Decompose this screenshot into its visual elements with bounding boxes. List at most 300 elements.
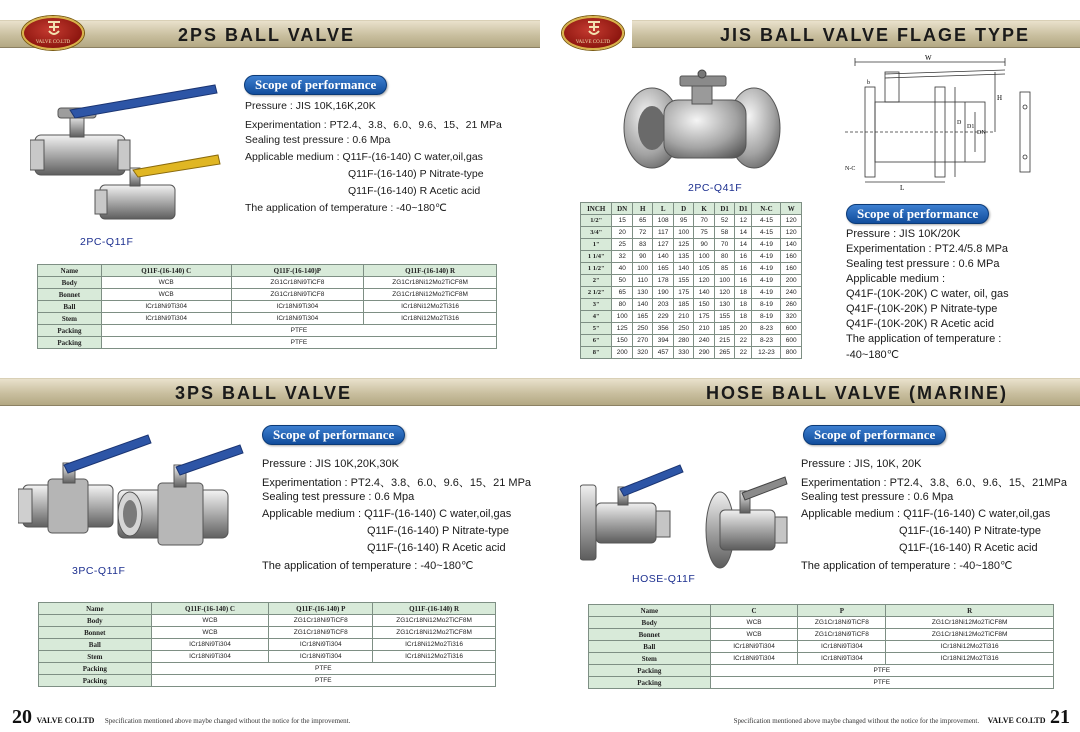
cell: 16 bbox=[735, 263, 752, 275]
cell: 80 bbox=[714, 251, 734, 263]
table-row bbox=[38, 325, 497, 337]
cell: 155 bbox=[714, 311, 734, 323]
spec-medium-r: Q11F-(16-140) R Acetic acid bbox=[348, 185, 481, 197]
table-row bbox=[39, 663, 496, 675]
table-row bbox=[38, 289, 497, 301]
spec-temperature: The application of temperature : -40~180℃ bbox=[262, 560, 474, 572]
logo-text: VALVE CO.LTD bbox=[575, 40, 611, 45]
page-footer bbox=[734, 706, 1070, 729]
spec-temperature-range: -40~180℃ bbox=[846, 349, 900, 361]
spec-list-jis bbox=[846, 228, 1076, 368]
cell: 265 bbox=[714, 347, 734, 359]
cell: 130 bbox=[714, 299, 734, 311]
cell: ZG1Cr18Ni9TiCF8 bbox=[231, 289, 364, 301]
cell: 4-19 bbox=[752, 263, 781, 275]
spec-sealing: Sealing test pressure : 0.6 Mpa bbox=[801, 491, 954, 503]
cell: 22 bbox=[735, 335, 752, 347]
cell: 90 bbox=[632, 251, 652, 263]
page-footer bbox=[12, 706, 350, 729]
row-label: Packing bbox=[38, 337, 102, 349]
cell: 290 bbox=[694, 347, 714, 359]
cell: 20 bbox=[735, 323, 752, 335]
cell: ZG1Cr18Ni12Mo2TiCF8M bbox=[886, 617, 1054, 629]
table-row bbox=[38, 301, 497, 313]
spec-experimentation: Experimentation : PT2.4、3.8、6.0、9.6、15、21MPa bbox=[801, 477, 1067, 489]
product-caption: HOSE-Q11F bbox=[632, 573, 696, 585]
company-logo bbox=[562, 16, 624, 50]
cell: 20 bbox=[612, 227, 632, 239]
cell: 100 bbox=[673, 227, 693, 239]
cell: ICr18Ni9Ti304 bbox=[151, 651, 269, 663]
cell: 175 bbox=[673, 287, 693, 299]
cell: 8-19 bbox=[752, 311, 781, 323]
table-row bbox=[581, 347, 802, 359]
cell: 200 bbox=[781, 275, 802, 287]
dimension-drawing bbox=[845, 52, 1075, 192]
cell: 229 bbox=[653, 311, 673, 323]
cell: 125 bbox=[612, 323, 632, 335]
spec-medium-r: Q11F-(16-140) R Acetic acid bbox=[899, 542, 1038, 554]
cell: 280 bbox=[673, 335, 693, 347]
table-header-row bbox=[581, 203, 802, 215]
cell: 50 bbox=[612, 275, 632, 287]
cell: ZG1Cr18Ni12Mo2TiCF8M bbox=[373, 627, 496, 639]
cell: ICr18Ni9Ti304 bbox=[231, 301, 364, 313]
footer-note: Specification mentioned above maybe changed without the notice for the improvement. bbox=[733, 717, 980, 725]
spec-pressure: Pressure : JIS, 10K, 20K bbox=[801, 458, 922, 470]
table-row bbox=[581, 263, 802, 275]
cell: 320 bbox=[632, 347, 652, 359]
table-row bbox=[589, 665, 1054, 677]
cell: 14 bbox=[735, 239, 752, 251]
section-title: JIS BALL VALVE FLAGE TYPE bbox=[720, 25, 1031, 45]
cell: 330 bbox=[673, 347, 693, 359]
cell: 120 bbox=[714, 287, 734, 299]
cell: 4-15 bbox=[752, 227, 781, 239]
footer-company: VALVE CO.LTD bbox=[987, 716, 1046, 725]
cell: 150 bbox=[694, 299, 714, 311]
col-header: D1 bbox=[714, 203, 734, 215]
material-table-2ps bbox=[37, 264, 497, 349]
cell: 160 bbox=[781, 263, 802, 275]
cell: PTFE bbox=[101, 337, 496, 349]
cell: ICr18Ni9Ti304 bbox=[151, 639, 269, 651]
cell: 210 bbox=[694, 323, 714, 335]
spec-medium-p: Q41F-(10K-20K) P Nitrate-type bbox=[846, 303, 998, 315]
table-row bbox=[581, 311, 802, 323]
cell: 185 bbox=[714, 323, 734, 335]
col-header: H bbox=[632, 203, 652, 215]
table-row bbox=[38, 313, 497, 325]
cell: 215 bbox=[714, 335, 734, 347]
material-table-3ps bbox=[38, 602, 496, 687]
cell: 12 bbox=[735, 215, 752, 227]
table-header-row bbox=[38, 265, 497, 277]
spec-list-3ps bbox=[262, 458, 540, 578]
row-label: 2" bbox=[581, 275, 612, 287]
cell: 110 bbox=[632, 275, 652, 287]
cell: 125 bbox=[673, 239, 693, 251]
cell: 320 bbox=[781, 311, 802, 323]
spec-medium: Applicable medium : Q11F-(16-140) C water,oil,gas bbox=[245, 151, 483, 163]
cell: 65 bbox=[632, 215, 652, 227]
cell: ICr18Ni9Ti304 bbox=[798, 653, 886, 665]
cell: WCB bbox=[101, 289, 231, 301]
row-label: Bonnet bbox=[39, 627, 152, 639]
cell: WCB bbox=[710, 617, 798, 629]
cell: 140 bbox=[673, 263, 693, 275]
logo-text: VALVE CO.LTD bbox=[35, 40, 71, 45]
row-label: 8" bbox=[581, 347, 612, 359]
cell: ZG1Cr18Ni12Mo2TiCF8M bbox=[364, 277, 497, 289]
scope-of-performance-badge: Scope of performance bbox=[262, 425, 405, 445]
col-header: Q11F-(16-140) C bbox=[101, 265, 231, 277]
cell: 120 bbox=[781, 215, 802, 227]
cell: 18 bbox=[735, 311, 752, 323]
cell: 8-23 bbox=[752, 323, 781, 335]
cell: 800 bbox=[781, 347, 802, 359]
cell: 140 bbox=[653, 251, 673, 263]
col-header: W bbox=[781, 203, 802, 215]
spec-sealing: Sealing test pressure : 0.6 Mpa bbox=[262, 491, 415, 503]
cell: 75 bbox=[694, 227, 714, 239]
cell: ICr18Ni9Ti304 bbox=[269, 639, 373, 651]
row-label: Bonnet bbox=[589, 629, 711, 641]
row-label: Bonnet bbox=[38, 289, 102, 301]
row-label: Stem bbox=[39, 651, 152, 663]
cell: 58 bbox=[714, 227, 734, 239]
cell: 210 bbox=[673, 311, 693, 323]
row-label: 5" bbox=[581, 323, 612, 335]
table-row bbox=[581, 251, 802, 263]
cell: 240 bbox=[694, 335, 714, 347]
logo-mark-icon bbox=[586, 20, 602, 38]
drawing-label-d: D bbox=[957, 120, 962, 126]
cell: ICr18Ni12Mo2Ti316 bbox=[886, 653, 1054, 665]
row-label: 1/2" bbox=[581, 215, 612, 227]
cell: 130 bbox=[632, 287, 652, 299]
drawing-label-b: b bbox=[867, 80, 870, 86]
table-row bbox=[39, 639, 496, 651]
cell: 18 bbox=[735, 287, 752, 299]
cell: 52 bbox=[714, 215, 734, 227]
spec-medium: Applicable medium : Q11F-(16-140) C water,oil,gas bbox=[801, 508, 1051, 520]
banner-3ps bbox=[0, 378, 540, 406]
row-label: Ball bbox=[589, 641, 711, 653]
right-page bbox=[540, 0, 1080, 732]
spec-sealing: Sealing test pressure : 0.6 MPa bbox=[846, 258, 1000, 270]
cell: 80 bbox=[612, 299, 632, 311]
cell: ICr18Ni12Mo2Ti316 bbox=[373, 651, 496, 663]
spec-medium: Applicable medium : Q11F-(16-140) C water,oil,gas bbox=[262, 508, 512, 520]
cell: 70 bbox=[694, 215, 714, 227]
cell: 105 bbox=[694, 263, 714, 275]
cell: 600 bbox=[781, 323, 802, 335]
cell: 155 bbox=[673, 275, 693, 287]
table-row bbox=[39, 615, 496, 627]
cell: 394 bbox=[653, 335, 673, 347]
row-label: Packing bbox=[39, 663, 152, 675]
spec-experimentation: Experimentation : PT2.4、3.8、6.0、9.6、15、21 MPa bbox=[245, 119, 502, 131]
cell: ZG1Cr18Ni12Mo2TiCF8M bbox=[364, 289, 497, 301]
page-number: 21 bbox=[1050, 706, 1070, 728]
col-header: DN bbox=[612, 203, 632, 215]
cell: PTFE bbox=[710, 677, 1053, 689]
cell: 8-19 bbox=[752, 299, 781, 311]
cell: 4-19 bbox=[752, 275, 781, 287]
scope-of-performance-badge: Scope of performance bbox=[244, 75, 387, 95]
row-label: Ball bbox=[38, 301, 102, 313]
cell: PTFE bbox=[101, 325, 496, 337]
cell: ICr18Ni9Ti304 bbox=[101, 301, 231, 313]
row-label: 6" bbox=[581, 335, 612, 347]
drawing-label-d1: D1 bbox=[967, 124, 975, 130]
cell: 18 bbox=[735, 299, 752, 311]
row-label: 4" bbox=[581, 311, 612, 323]
cell: 175 bbox=[694, 311, 714, 323]
row-label: Stem bbox=[589, 653, 711, 665]
product-caption: 2PC-Q11F bbox=[80, 236, 134, 248]
table-row bbox=[581, 335, 802, 347]
cell: ZG1Cr18Ni9TiCF8 bbox=[231, 277, 364, 289]
cell: PTFE bbox=[151, 663, 495, 675]
section-title: 2PS BALL VALVE bbox=[178, 25, 356, 45]
cell: 90 bbox=[694, 239, 714, 251]
cell: ICr18Ni12Mo2Ti316 bbox=[373, 639, 496, 651]
cell: 240 bbox=[781, 287, 802, 299]
row-label: 2 1/2" bbox=[581, 287, 612, 299]
cell: 100 bbox=[714, 275, 734, 287]
drawing-label-l: L bbox=[900, 184, 905, 192]
table-row bbox=[581, 239, 802, 251]
table-row bbox=[581, 299, 802, 311]
product-caption: 3PC-Q11F bbox=[72, 565, 126, 577]
cell: 40 bbox=[612, 263, 632, 275]
cell: 185 bbox=[673, 299, 693, 311]
cell: 70 bbox=[714, 239, 734, 251]
spec-pressure: Pressure : JIS 10K,16K,20K bbox=[245, 100, 376, 112]
company-logo bbox=[22, 16, 84, 50]
cell: ICr18Ni12Mo2Ti316 bbox=[886, 641, 1054, 653]
cell: 16 bbox=[735, 275, 752, 287]
page-number: 20 bbox=[12, 706, 32, 728]
product-caption: 2PC-Q41F bbox=[688, 182, 743, 194]
cell: 457 bbox=[653, 347, 673, 359]
cell: 100 bbox=[632, 263, 652, 275]
spec-medium-r: Q41F-(10K-20K) R Acetic acid bbox=[846, 318, 994, 330]
cell: 100 bbox=[694, 251, 714, 263]
row-label: 3" bbox=[581, 299, 612, 311]
section-title: HOSE BALL VALVE (MARINE) bbox=[706, 383, 1009, 403]
cell: ZG1Cr18Ni9TiCF8 bbox=[269, 627, 373, 639]
cell: ICr18Ni12Mo2Ti316 bbox=[364, 301, 497, 313]
cell: ICr18Ni9Ti304 bbox=[710, 653, 798, 665]
cell: 270 bbox=[632, 335, 652, 347]
cell: PTFE bbox=[151, 675, 495, 687]
spec-medium-p: Q11F-(16-140) P Nitrate-type bbox=[899, 525, 1042, 537]
cell: 4-19 bbox=[752, 251, 781, 263]
dimension-table bbox=[580, 202, 802, 359]
cell: 250 bbox=[632, 323, 652, 335]
cell: 140 bbox=[781, 239, 802, 251]
cell: 356 bbox=[653, 323, 673, 335]
col-header: P bbox=[798, 605, 886, 617]
row-label: Body bbox=[38, 277, 102, 289]
2pc-q41f-valve-image bbox=[622, 66, 782, 176]
table-row bbox=[38, 337, 497, 349]
scope-of-performance-badge: Scope of performance bbox=[846, 204, 989, 224]
cell: 140 bbox=[694, 287, 714, 299]
cell: PTFE bbox=[710, 665, 1053, 677]
table-row bbox=[589, 677, 1054, 689]
cell: 22 bbox=[735, 347, 752, 359]
row-label: Body bbox=[39, 615, 152, 627]
col-header: D1 bbox=[735, 203, 752, 215]
cell: 600 bbox=[781, 335, 802, 347]
spec-list-2ps bbox=[245, 100, 535, 220]
spec-temperature: The application of temperature : -40~180℃ bbox=[801, 560, 1013, 572]
cell: 127 bbox=[653, 239, 673, 251]
col-header: C bbox=[710, 605, 798, 617]
banner-hose bbox=[540, 378, 1080, 406]
row-label: Packing bbox=[589, 677, 711, 689]
table-header-row bbox=[589, 605, 1054, 617]
cell: ICr18Ni9Ti304 bbox=[101, 313, 231, 325]
cell: 250 bbox=[673, 323, 693, 335]
cell: 83 bbox=[632, 239, 652, 251]
table-row bbox=[581, 227, 802, 239]
row-label: 3/4" bbox=[581, 227, 612, 239]
footer-note: Specification mentioned above maybe changed without the notice for the improvement. bbox=[104, 717, 351, 725]
spec-medium-p: Q11F-(16-140) P Nitrate-type bbox=[367, 525, 510, 537]
cell: ZG1Cr18Ni12Mo2TiCF8M bbox=[373, 615, 496, 627]
col-header: Q11F-(16-140) P bbox=[269, 603, 373, 615]
cell: 178 bbox=[653, 275, 673, 287]
row-label: 1 1/4" bbox=[581, 251, 612, 263]
hose-q11f-valve-image bbox=[580, 455, 790, 575]
cell: 260 bbox=[781, 299, 802, 311]
row-label: Packing bbox=[589, 665, 711, 677]
table-row bbox=[589, 629, 1054, 641]
row-label: Stem bbox=[38, 313, 102, 325]
cell: 15 bbox=[612, 215, 632, 227]
cell: 95 bbox=[673, 215, 693, 227]
table-row bbox=[581, 275, 802, 287]
table-row bbox=[581, 215, 802, 227]
col-header: L bbox=[653, 203, 673, 215]
cell: 165 bbox=[632, 311, 652, 323]
table-row bbox=[39, 651, 496, 663]
cell: 120 bbox=[781, 227, 802, 239]
table-row bbox=[38, 277, 497, 289]
cell: 72 bbox=[632, 227, 652, 239]
cell: ICr18Ni9Ti304 bbox=[710, 641, 798, 653]
cell: ICr18Ni9Ti304 bbox=[231, 313, 364, 325]
cell: 117 bbox=[653, 227, 673, 239]
cell: 100 bbox=[612, 311, 632, 323]
cell: WCB bbox=[710, 629, 798, 641]
cell: ZG1Cr18Ni9TiCF8 bbox=[798, 617, 886, 629]
cell: 203 bbox=[653, 299, 673, 311]
cell: 140 bbox=[632, 299, 652, 311]
row-label: 1 1/2" bbox=[581, 263, 612, 275]
logo-mark-icon bbox=[46, 20, 62, 38]
cell: 200 bbox=[612, 347, 632, 359]
3pc-q11f-valve-image bbox=[18, 425, 248, 560]
cell: 165 bbox=[653, 263, 673, 275]
col-header: Q11F-(16-140) R bbox=[373, 603, 496, 615]
cell: ZG1Cr18Ni9TiCF8 bbox=[798, 629, 886, 641]
cell: 150 bbox=[612, 335, 632, 347]
cell: ZG1Cr18Ni12Mo2TiCF8M bbox=[886, 629, 1054, 641]
table-row bbox=[581, 323, 802, 335]
cell: ICr18Ni12Mo2Ti316 bbox=[364, 313, 497, 325]
dimension-table-body bbox=[581, 215, 802, 359]
col-header: Name bbox=[39, 603, 152, 615]
footer-company: VALVE CO.LTD bbox=[36, 716, 95, 725]
material-table-hose bbox=[588, 604, 1054, 689]
cell: 65 bbox=[612, 287, 632, 299]
drawing-label-dn: DN bbox=[977, 130, 986, 136]
cell: 120 bbox=[694, 275, 714, 287]
cell: WCB bbox=[151, 627, 269, 639]
row-label: Ball bbox=[39, 639, 152, 651]
col-header: INCH bbox=[581, 203, 612, 215]
table-row bbox=[589, 653, 1054, 665]
table-row bbox=[581, 287, 802, 299]
cell: 160 bbox=[781, 251, 802, 263]
cell: 190 bbox=[653, 287, 673, 299]
table-header-row bbox=[39, 603, 496, 615]
col-header: D bbox=[673, 203, 693, 215]
spec-pressure: Pressure : JIS 10K,20K,30K bbox=[262, 458, 399, 470]
spec-medium: Applicable medium : bbox=[846, 273, 946, 285]
spec-sealing: Sealing test pressure : 0.6 Mpa bbox=[245, 134, 391, 146]
col-header: Q11F-(16-140)P bbox=[231, 265, 364, 277]
cell: ICr18Ni9Ti304 bbox=[269, 651, 373, 663]
cell: 85 bbox=[714, 263, 734, 275]
spec-experimentation: Experimentation : PT2.4/5.8 MPa bbox=[846, 243, 1009, 255]
spec-medium-p: Q11F-(16-140) P Nitrate-type bbox=[348, 168, 484, 180]
spec-temperature: The application of temperature : -40~180℃ bbox=[245, 202, 447, 214]
cell: 16 bbox=[735, 251, 752, 263]
cell: ICr18Ni9Ti304 bbox=[798, 641, 886, 653]
col-header: Q11F-(16-140) R bbox=[364, 265, 497, 277]
row-label: 1" bbox=[581, 239, 612, 251]
spec-pressure: Pressure : JIS 10K/20K bbox=[846, 228, 961, 240]
spec-temperature: The application of temperature : bbox=[846, 333, 1002, 345]
col-header: N-C bbox=[752, 203, 781, 215]
table-row bbox=[39, 675, 496, 687]
drawing-label-w: W bbox=[925, 54, 932, 62]
section-title: 3PS BALL VALVE bbox=[175, 383, 353, 403]
cell: WCB bbox=[151, 615, 269, 627]
col-header: Q11F-(16-140) C bbox=[151, 603, 269, 615]
drawing-label-nc: N-C bbox=[845, 166, 856, 172]
cell: 4-19 bbox=[752, 239, 781, 251]
scope-of-performance-badge: Scope of performance bbox=[803, 425, 946, 445]
spec-medium-r: Q11F-(16-140) R Acetic acid bbox=[367, 542, 506, 554]
table-row bbox=[589, 641, 1054, 653]
cell: 108 bbox=[653, 215, 673, 227]
cell: ZG1Cr18Ni9TiCF8 bbox=[269, 615, 373, 627]
cell: 8-23 bbox=[752, 335, 781, 347]
spec-experimentation: Experimentation : PT2.4、3.8、6.0、9.6、15、21 MPa bbox=[262, 477, 532, 489]
col-header: K bbox=[694, 203, 714, 215]
col-header: Name bbox=[38, 265, 102, 277]
row-label: Packing bbox=[39, 675, 152, 687]
cell: 4-19 bbox=[752, 287, 781, 299]
